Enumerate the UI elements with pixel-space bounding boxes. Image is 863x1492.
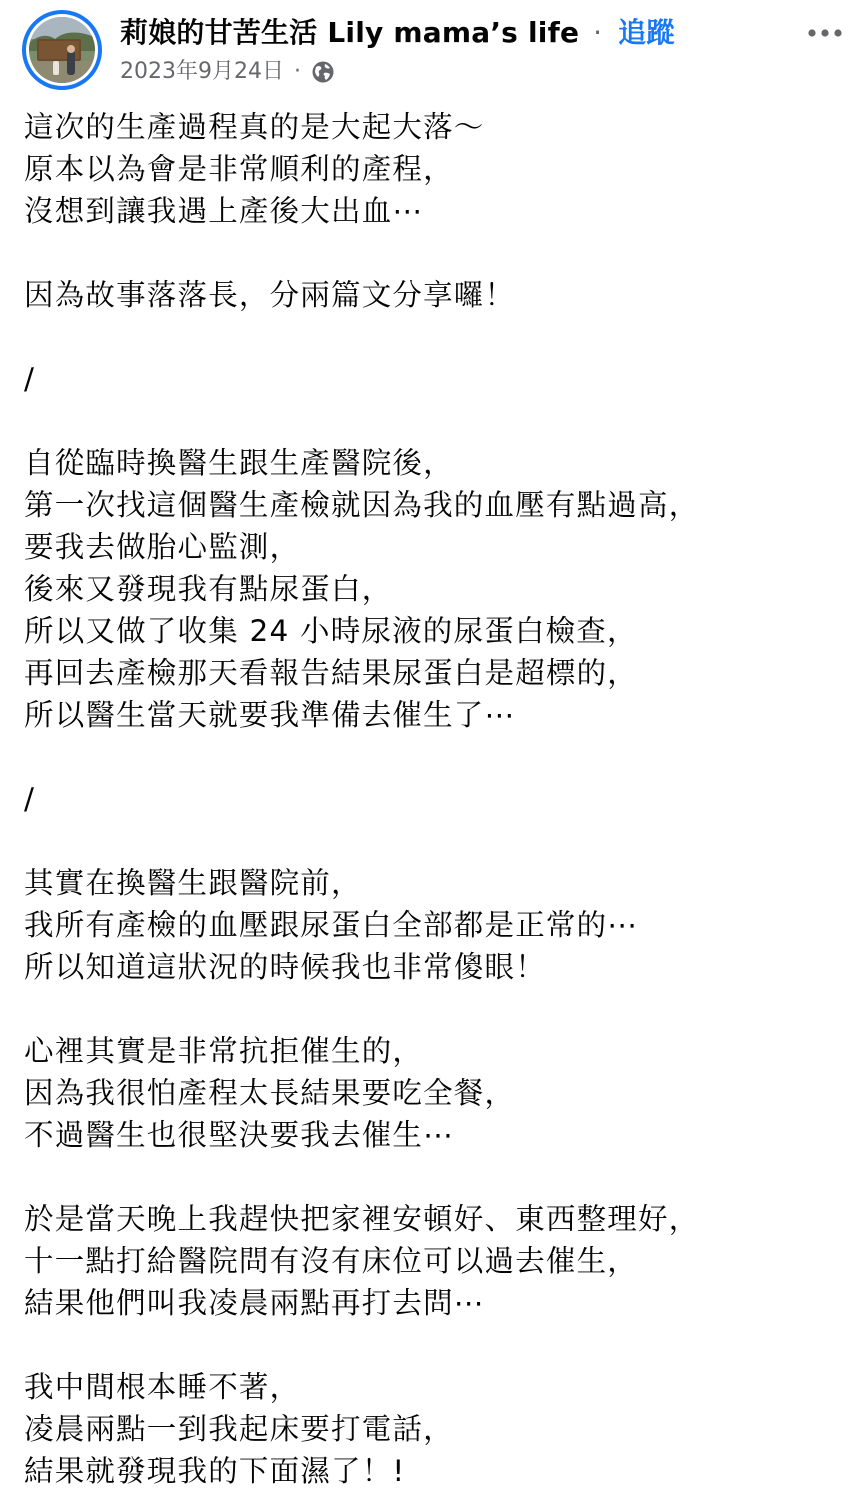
post-line: 因為我很怕產程太長結果要吃全餐， <box>24 1076 516 1110</box>
more-options-icon <box>807 28 843 38</box>
post-meta <box>120 56 335 88</box>
post-line: 心裡其實是非常抗拒催生的， <box>24 1034 424 1068</box>
follow-button[interactable]: 追蹤 <box>618 16 675 49</box>
avatar-ring <box>26 14 98 86</box>
post-line: 要我去做胎心監測， <box>24 530 301 564</box>
blank-line <box>24 988 844 1030</box>
avatar[interactable] <box>22 10 102 90</box>
post-line: 所以醫生當天就要我準備去催生了⋯ <box>24 698 516 732</box>
post-line: 這次的生產過程真的是大起大落～ <box>24 110 485 144</box>
post-line: 因為故事落落長，分兩篇文分享囉！ <box>24 278 516 312</box>
post-line: 所以知道這狀況的時候我也非常傻眼！ <box>24 950 546 984</box>
section-divider: / <box>24 782 36 816</box>
meta-separator: · <box>293 59 301 84</box>
page-name-row <box>120 13 675 53</box>
post-line: 沒想到讓我遇上產後大出血⋯ <box>24 194 424 228</box>
post-line: 第一次找這個醫生產檢就因為我的血壓有點過高， <box>24 488 700 522</box>
name-separator: · <box>593 16 603 49</box>
blank-line <box>24 736 844 778</box>
post-line: 所以又做了收集 24 小時尿液的尿蛋白檢查， <box>24 614 638 648</box>
post-header <box>0 0 863 96</box>
page-name[interactable]: 莉娘的甘苦生活 Lily mama’s life <box>120 16 580 49</box>
post-line: 結果就發現我的下面濕了！! <box>24 1454 406 1488</box>
post-line: 後來又發現我有點尿蛋白， <box>24 572 393 606</box>
section-divider: / <box>24 362 36 396</box>
post-line: 凌晨兩點一到我起床要打電話， <box>24 1412 454 1446</box>
blank-line <box>24 1324 844 1366</box>
blank-line <box>24 1156 844 1198</box>
blank-line <box>24 820 844 862</box>
post-timestamp[interactable]: 2023年9月24日 <box>120 59 284 84</box>
post-line: 於是當天晚上我趕快把家裡安頓好、東西整理好， <box>24 1202 700 1236</box>
profile-photo-icon <box>29 17 95 83</box>
post-line: 自從臨時換醫生跟生產醫院後， <box>24 446 454 480</box>
blank-line <box>24 400 844 442</box>
post-line: 我中間根本睡不著， <box>24 1370 301 1404</box>
post-body <box>24 106 844 1492</box>
globe-icon <box>311 60 335 84</box>
post-line: 其實在換醫生跟醫院前， <box>24 866 362 900</box>
post-line: 十一點打給醫院問有沒有床位可以過去催生， <box>24 1244 639 1278</box>
more-options-button[interactable] <box>800 18 850 48</box>
post-line: 原本以為會是非常順利的產程， <box>24 152 454 186</box>
post-line: 結果他們叫我凌晨兩點再打去問⋯ <box>24 1286 485 1320</box>
post-line: 再回去產檢那天看報告結果尿蛋白是超標的， <box>24 656 639 690</box>
blank-line <box>24 316 844 358</box>
post-line: 我所有產檢的血壓跟尿蛋白全部都是正常的⋯ <box>24 908 639 942</box>
blank-line <box>24 232 844 274</box>
post-line: 不過醫生也很堅決要我去催生⋯ <box>24 1118 454 1152</box>
